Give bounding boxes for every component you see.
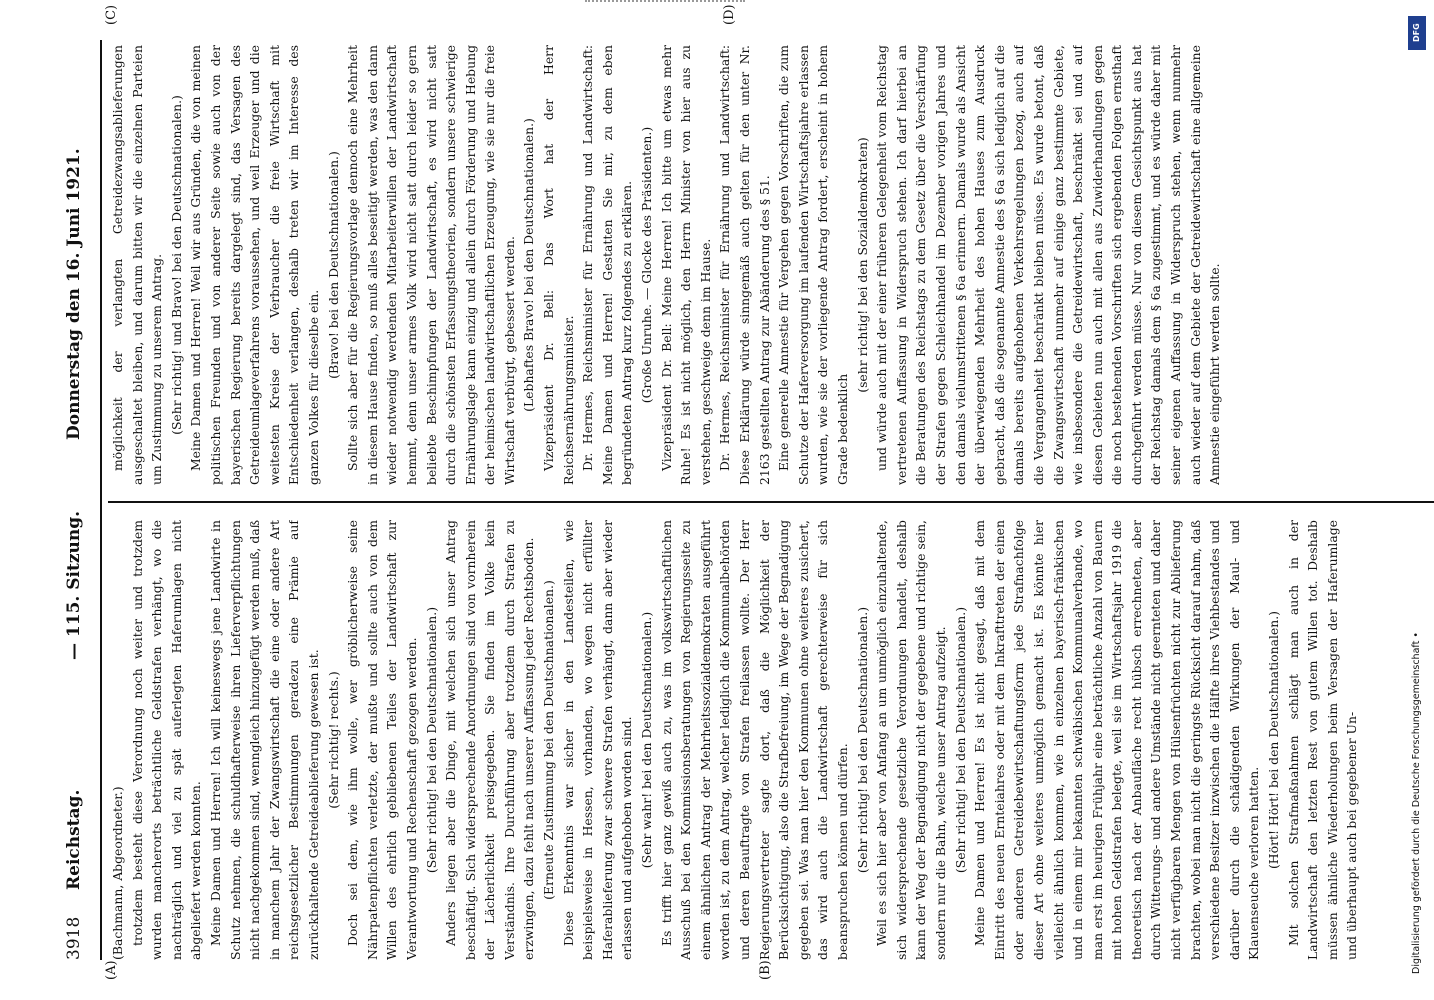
paragraph: Sollte sich aber für die Regierungsvorlage dennoch eine Mehrheit in diesem Hause finden, so muß alles beseitigt werden, was den dann wieder notwendig werdenden Mitarbeiterwillen der Landwirtschaft hemmt, denn unser armes Volk wird nicht satt durch leider so gern beliebte Beschimpfungen der Landwirtschaft, es wird nicht satt durch die schönsten Erfassungstheorien, sondern unsere schwierige Ernährungslage kann einzig und allein durch Förderung und Hebung der heimischen landwirtschaftlichen Erzeugung, wie sie nur die freie Wirtschaft verbürgt, gebessert werden.: [345, 45, 517, 485]
paragraph: Vizepräsident Dr. Bell: Meine Herren! Ich bitte um etwas mehr Ruhe! Es ist nicht möglich, den Herrn Minister von hier aus zu verstehen, geschweige denn im Hause.: [658, 45, 713, 485]
paragraph: (Sehr richtig! bei den Deutschnationalen.): [952, 606, 968, 874]
header-rule: [100, 40, 102, 960]
column-divider: [108, 501, 1434, 503]
margin-marker-d: (D): [722, 4, 737, 25]
margin-marker-b: (B): [758, 960, 773, 980]
paragraph: (Sehr richtig! und Bravo! bei den Deutschnationalen.): [168, 95, 184, 435]
paragraph: Doch sei dem, wie ihm wolle, wer gröblicherweise seine Nährpatenpflichten verletzte, der mußte und sollte auch von dem Willen des ehrlich gebliebenen Teiles der Landwirtschaft zur Verantwortung und Rechenschaft gezogen werden.: [345, 520, 419, 960]
dfg-logo: DFG: [1408, 16, 1426, 50]
paragraph: Meine Damen und Herren! Es ist nicht gesagt, daß mit dem Eintritt des neuen Ernteiahres oder mit dem Inkrafttreten der einen oder anderen Getreidebewirtschaftungsform jede Strafnachfolge dieser Art ohne weiteres unmöglich gemacht ist. Es könnte hier vielleicht ähnlich kommen, wie in einzelnen bayerisch-fränkischen und in einem mir bekannten schwäbischen Kommunalverbande, wo man erst im heurigen Frühjahr eine beträchtliche Anzahl von Bauern mit hohen Geldstrafen belegte, weil sie im Wirtschaftsjahr 1919 die theoretisch nach der Anbaufläche recht hübsch errechneten, aber durch Witterungs- und andere Umstände nicht geernteten und daher nicht verfügbaren Mengen von Hülsenfrüchten nicht zur Ablieferung brachten, wobei man nicht die geringste Rücksicht darauf nahm, daß verschiedene Besitzer inzwischen die Hälfte ihres Viehbestandes und darüber durch die schädigenden Wirkungen der Maul- und Klauenseuche verloren hatten.: [972, 520, 1262, 960]
paragraph: (Hört! Hört! bei den Deutschnationalen.): [1266, 610, 1282, 870]
scan-marks: [585, 0, 745, 8]
paragraph: (Bravo! bei den Deutschnationalen.): [325, 151, 341, 379]
paragraph: Diese Erkenntnis war sicher in den Landesteilen, wie beispielsweise in Hessen, vorhanden, wo wegen nicht erfüllter Haferablieferung zwar schwere Strafen verhängt, dann aber wieder erlassen und aufgehoben worden sind.: [560, 520, 635, 960]
paragraph: möglichkeit der verlangten Getreidezwangsablieferungen ausgeschaltet bleiben, und darum bitten wir die einzelnen Parteien um Zustimmung zu unserem Antrag.: [110, 45, 165, 485]
speaker-line: (Bachmann, Abgeordneter.): [110, 786, 125, 960]
paragraph: und würde auch mit der einer früheren Gelegenheit vom Reichstag vertretenen Auffassung in Widerspruch stehen. Ich darf hierbei an die Beratungen des Reichstags zu dem Gesetz über die Verschärfung der Strafen gegen Schleichhandel im Dezember vorigen Jahres und den damals vielumstrittenen § 6a erinnern. Damals wurde als Ansicht der überwiegenden Mehrheit des hohen Hauses zum Ausdruck gebracht, daß die sogenannte Amnestie des § 6a sich lediglich auf die damals bereits aufgehobenen Verkehrsregelungen bezog, auch auf die Vergangenheit beschränkt bleiben müsse. Es wurde betont, daß die Zwangswirtschaft nunmehr auf einige ganz bestimmte Gebiete, wie insbesondere die Getreidewirtschaft, beschränkt sei und auf diesen Gebieten nun auch mit allen aus Zuwiderhandlungen gegen die noch bestehenden Vorschriften sich ergebenden Folgen ernsthaft durchgeführt werden müsse. Nur von diesem Gesichtspunkt aus hat der Reichstag damals dem § 6a zugestimmt, und es würde daher mit seiner eigenen Auffassung in Widerspruch stehen, wenn nunmehr auch wieder auf dem Gebiete der Getreidewirtschaft eine allgemeine Amnestie eingeführt werden sollte.: [874, 45, 1223, 485]
paragraph: Dr. Hermes, Reichsminister für Ernährung und Landwirtschaft: Meine Damen und Herren! Gestatten Sie mir, zu dem eben begründeten Antrag kurz folgendes zu erklären.: [580, 45, 635, 485]
header-date: Donnerstag den 16. Juni 1921.: [64, 148, 84, 440]
header-reichstag: Reichstag.: [64, 789, 84, 890]
paragraph: (Sehr richtig! bei den Deutschnationalen.): [423, 606, 439, 874]
margin-marker-a: (A): [104, 960, 119, 980]
paragraph: (Erneute Zustimmung bei den Deutschnationalen.): [541, 580, 557, 900]
paragraph: (Sehr richtig! bei den Deutschnationalen.): [854, 606, 870, 874]
paragraph: Eine generelle Amnestie für Vergehen gegen Vorschriften, die zum Schutze der Haferversorgung im laufenden Wirtschaftsjahre erlassen wurden, wie sie der vorliegende Antrag fordert, erscheint in hohem Grade bedenklich: [776, 45, 850, 485]
paragraph: Dr. Hermes, Reichsminister für Ernährung und Landwirtschaft: Diese Erklärung würde sinngemäß auch gelten für den unter Nr. 2163 gestellten Antrag zur Abänderung des § 51.: [717, 45, 772, 485]
paragraph: Vizepräsident Dr. Bell: Das Wort hat der Herr Reichsernährungsminister.: [541, 45, 576, 485]
paragraph: Meine Damen und Herren! Ich will keineswegs jene Landwirte in Schutz nehmen, die schuldhafterweise ihren Lieferverpflichtungen nicht nachgekommen sind, wenngleich hinzugefügt werden muß, daß in manchem Jahr der Zwangswirtschaft die eine oder andere Art reichsgesetzlicher Bestimmungen geradezu eine Prämie auf zurückhaltende Getreideablieferung gewesen ist.: [207, 520, 321, 960]
dfg-funding-note: Digitalisierung gefördert durch die Deutsche Forschungsgemeinschaft •: [1411, 632, 1422, 974]
paragraph: trotzdem besteht diese Verordnung noch weiter und trotzdem wurden mancherorts beträchtliche Geldstrafen verhängt, wo die nachträglich und viel zu spät auferlegten Haferumlagen nicht abgeliefert werden konnten.: [129, 520, 204, 960]
paragraph: Weil es sich hier aber von Anfang an um unmöglich einzuhaltende, sich widersprechende gesetzliche Verordnungen handelt, deshalb kann der Weg der Begnadigung nicht der gegebene und richtige sein, sondern nur die Bahn, welche unser Antrag aufzeigt.: [874, 520, 948, 960]
left-column: [108, 520, 1434, 960]
paragraph: Anders liegen aber die Dinge, mit welchen sich unser Antrag beschäftigt. Sich widersprechende Anordnungen sind von vornherein der Lächerlichkeit preisgegeben. Sie finden im Volke kein Verständnis. Ihre Durchführung aber trotzdem durch Strafen zu erzwingen, dazu fehlt nach unserer Auffassung jeder Rechtsboden.: [443, 520, 537, 960]
page-header: [58, 40, 98, 960]
dfg-side-note: [1404, 10, 1430, 990]
paragraph: Es trifft hier ganz gewiß auch zu, was im volkswirtschaftlichen Ausschuß bei den Kommissionsberatungen von Regierungsseite zu einem ähnlichen Antrag der Mehrheitssozialdemokraten ausgeführt worden ist, zu dem Antrag, welcher lediglich die Kommunalbehörden und deren Beauftragte von Strafen freilassen wollte. Der Herr Regierungsvertreter sagte dort, daß die Möglichkeit der Berücksichtigung, also die Strafbefreiung, im Wege der Begnadigung gegeben sei. Was man hier den Kommunen ohne weiteres zusichert, das wird auch die Landwirtschaft gerechterweise für sich beanspruchen können und dürfen.: [658, 520, 850, 960]
paragraph: Mit solchen Strafmaßnahmen schlägt man auch in der Landwirtschaft den letzten Rest von gutem Willen tot. Deshalb müssen ähnliche Wiederholungen beim Versagen der Haferumlage und überhaupt auch bei gegebener Un-: [1285, 520, 1360, 960]
page-number: 3918: [64, 916, 84, 960]
paragraph: Meine Damen und Herren! Weil wir aus Gründen, die von meinen politischen Freunden und von anderer Seite sowie auch von der bayerischen Regierung bereits dargelegt sind, das Versagen des Getreideumlageverfahrens voraussehen, und weil Erzeuger und die weitesten Kreise der Verbraucher die freie Wirtschaft mit Entschiedenheit verlangen, deshalb treten wir im Interesse des ganzen Volkes für dieselbe ein.: [188, 45, 321, 485]
paragraph: (Lebhaftes Bravo! bei den Deutschnationalen.): [521, 118, 537, 412]
paragraph: (Große Unruhe. — Glocke des Präsidenten.): [639, 126, 655, 404]
header-session: — 115. Sitzung.: [64, 510, 84, 660]
paragraph: (Sehr wahr! bei den Deutschnationalen.): [639, 611, 655, 869]
margin-marker-c: (C): [104, 4, 119, 25]
paragraph: (Sehr richtig! rechts.): [325, 671, 341, 809]
paragraph: (sehr richtig! bei den Sozialdemokraten): [854, 137, 870, 393]
right-column: [108, 45, 1434, 485]
